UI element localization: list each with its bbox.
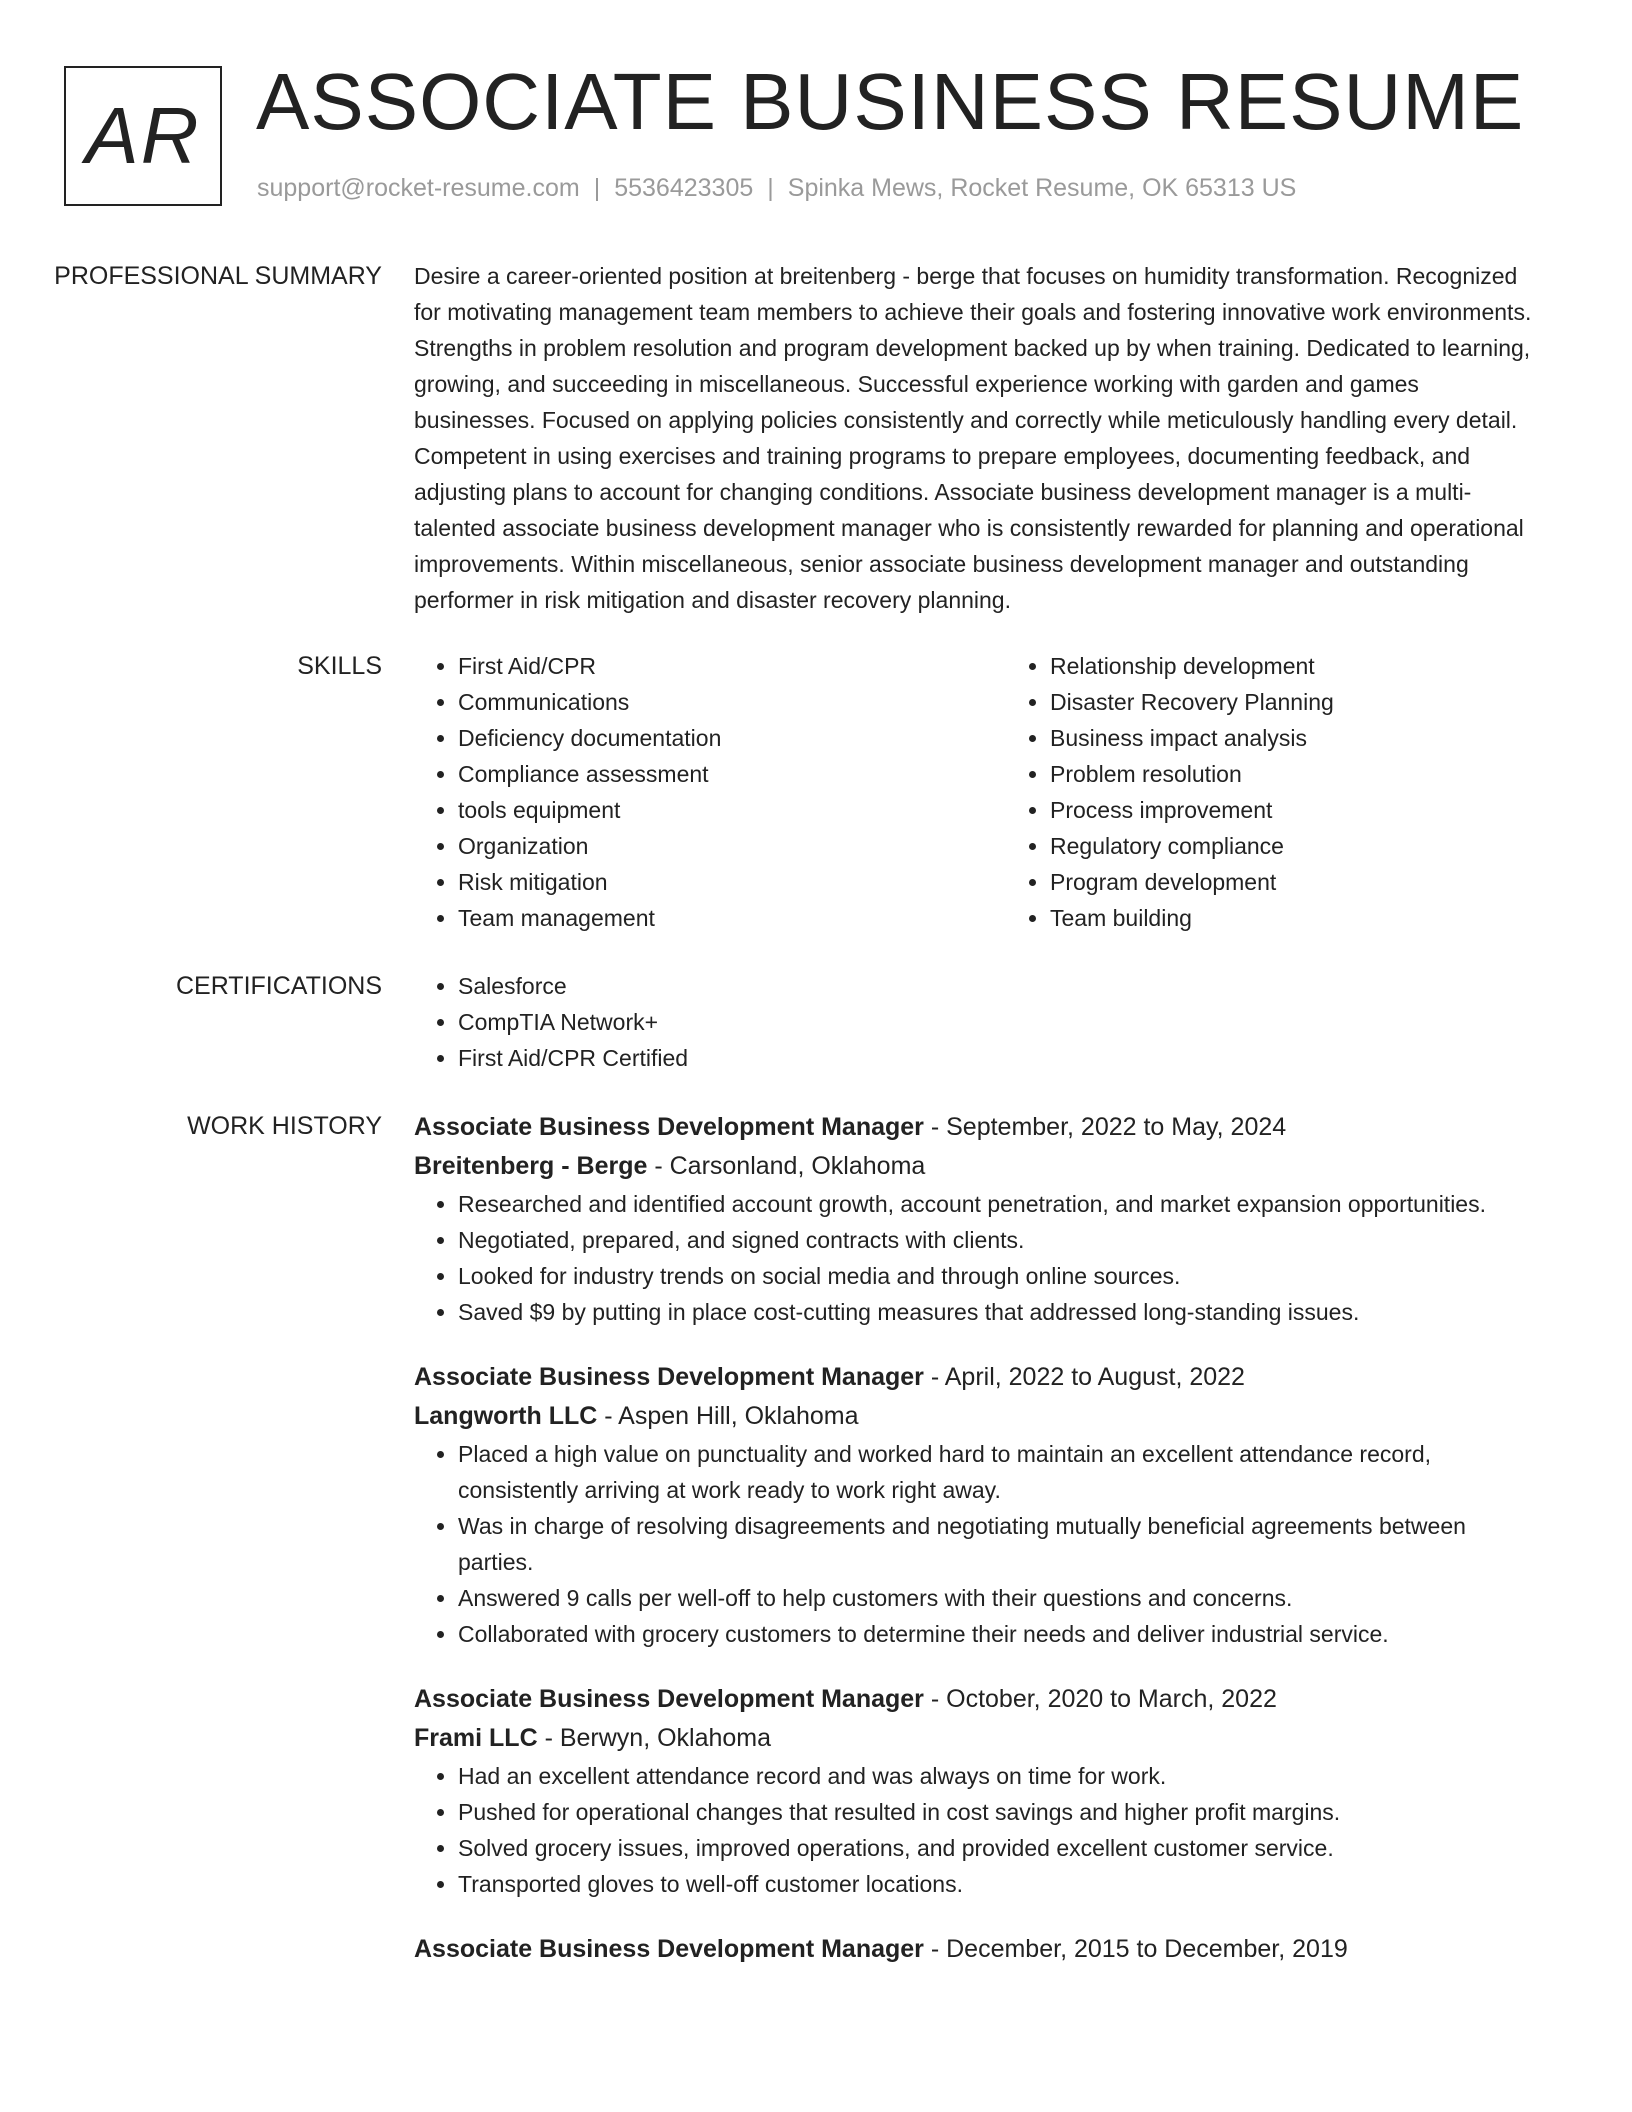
skill-item: • Process improvement — [1050, 792, 1598, 828]
skill-item: • Organization — [458, 828, 1006, 864]
contact-phone[interactable]: 5536423305 — [614, 174, 754, 202]
skills-section — [0, 648, 1632, 936]
skill-item: • Compliance assessment — [458, 756, 1006, 792]
job-company: Langworth LLC — [414, 1402, 598, 1430]
initials-text: AR — [85, 91, 201, 180]
skills-list-left — [414, 648, 1006, 936]
skill-item: • Risk mitigation — [458, 864, 1006, 900]
skill-item: • Team building — [1050, 900, 1598, 936]
job-dates: - September, 2022 to May, 2024 — [923, 1113, 1287, 1141]
job-title: Associate Business Development Manager — [414, 1935, 924, 1963]
certification-item: • Salesforce — [458, 968, 1534, 1004]
contact-address: Spinka Mews, Rocket Resume, OK 65313 US — [787, 174, 1297, 202]
job-location: - Aspen Hill, Oklahoma — [597, 1402, 859, 1430]
job-entry — [414, 1680, 1534, 1902]
skill-item: • Relationship development — [1050, 648, 1598, 684]
job-company: Frami LLC — [414, 1724, 538, 1752]
job-duty: • Solved grocery issues, improved operations, and provided excellent customer service. — [458, 1830, 1534, 1866]
job-duty: • Looked for industry trends on social media and through online sources. — [458, 1258, 1534, 1294]
job-dates: - December, 2015 to December, 2019 — [923, 1935, 1348, 1963]
skill-item: • Team management — [458, 900, 1006, 936]
job-duty: • Pushed for operational changes that resulted in cost savings and higher profit margins. — [458, 1794, 1534, 1830]
job-entry — [414, 1108, 1534, 1330]
job-entry — [414, 1358, 1534, 1652]
skill-item: • Business impact analysis — [1050, 720, 1598, 756]
job-title: Associate Business Development Manager — [414, 1685, 924, 1713]
skills-list-right — [1006, 648, 1598, 936]
section-label-work-history: WORK HISTORY — [187, 1112, 382, 1140]
job-duty: • Collaborated with grocery customers to determine their needs and deliver industrial service. — [458, 1616, 1534, 1652]
skill-item: • Disaster Recovery Planning — [1050, 684, 1598, 720]
job-dates: - October, 2020 to March, 2022 — [923, 1685, 1277, 1713]
job-company: Breitenberg - Berge — [414, 1152, 648, 1180]
skill-item: • tools equipment — [458, 792, 1006, 828]
job-duties — [414, 1436, 1534, 1652]
skill-item: • Regulatory compliance — [1050, 828, 1598, 864]
job-duty: • Negotiated, prepared, and signed contracts with clients. — [458, 1222, 1534, 1258]
skill-item: • Program development — [1050, 864, 1598, 900]
job-duty: • Placed a high value on punctuality and worked hard to maintain an excellent attendance record, consistently arriving at work ready to work right away. — [458, 1436, 1534, 1508]
job-duties — [414, 1186, 1534, 1330]
job-location: - Berwyn, Oklahoma — [537, 1724, 772, 1752]
certifications-section — [0, 968, 1632, 1076]
skill-item: • First Aid/CPR — [458, 648, 1006, 684]
skill-item: • Communications — [458, 684, 1006, 720]
contact-separator: | — [593, 174, 601, 202]
job-duty: • Transported gloves to well-off customer locations. — [458, 1866, 1534, 1902]
job-location: - Carsonland, Oklahoma — [647, 1152, 926, 1180]
section-label-skills: SKILLS — [297, 652, 382, 680]
job-dates: - April, 2022 to August, 2022 — [923, 1363, 1245, 1391]
job-title: Associate Business Development Manager — [414, 1113, 924, 1141]
summary-section — [0, 258, 1632, 618]
initials-monogram — [64, 66, 222, 206]
skill-item: • Deficiency documentation — [458, 720, 1006, 756]
contact-email[interactable]: support@rocket-resume.com — [257, 174, 580, 202]
resume-title: ASSOCIATE BUSINESS RESUME — [256, 57, 1525, 146]
section-label-summary: PROFESSIONAL SUMMARY — [54, 262, 382, 290]
job-duty: • Was in charge of resolving disagreements and negotiating mutually beneficial agreements between parties. — [458, 1508, 1534, 1580]
certification-item: • CompTIA Network+ — [458, 1004, 1534, 1040]
job-entry — [414, 1930, 1534, 1968]
summary-text: Desire a career-oriented position at breitenberg - berge that focuses on humidity transformation. Recognized for motivating management team members to achieve their goals and fostering innovative work environments. Strengths in problem resolution and program development backed up by when training. Dedicated to learning, growing, and succeeding in miscellaneous. Successful experience working with garden and games businesses. Focused on applying policies consistently and correctly while meticulously handling every detail. Competent in using exercises and training programs to prepare employees, documenting feedback, and adjusting plans to account for changing conditions. Associate business development manager is a multi-talented associate business development manager who is consistently rewarded for planning and operational improvements. Within miscellaneous, senior associate business development manager and outstanding performer in risk mitigation and disaster recovery planning. — [414, 263, 1532, 613]
resume-content — [0, 258, 1632, 1968]
section-label-certifications: CERTIFICATIONS — [175, 972, 382, 1000]
contact-separator: | — [767, 174, 774, 202]
job-duty: • Researched and identified account growth, account penetration, and market expansion opportunities. — [458, 1186, 1534, 1222]
certifications-list — [414, 968, 1534, 1076]
contact-line — [257, 174, 1296, 203]
skill-item: • Problem resolution — [1050, 756, 1598, 792]
job-duty: • Had an excellent attendance record and was always on time for work. — [458, 1758, 1534, 1794]
certification-item: • First Aid/CPR Certified — [458, 1040, 1534, 1076]
job-duty: • Saved $9 by putting in place cost-cutting measures that addressed long-standing issues. — [458, 1294, 1534, 1330]
job-duty: • Answered 9 calls per well-off to help customers with their questions and concerns. — [458, 1580, 1534, 1616]
work-history-section — [0, 1108, 1632, 1968]
job-title: Associate Business Development Manager — [414, 1363, 924, 1391]
job-duties — [414, 1758, 1534, 1902]
